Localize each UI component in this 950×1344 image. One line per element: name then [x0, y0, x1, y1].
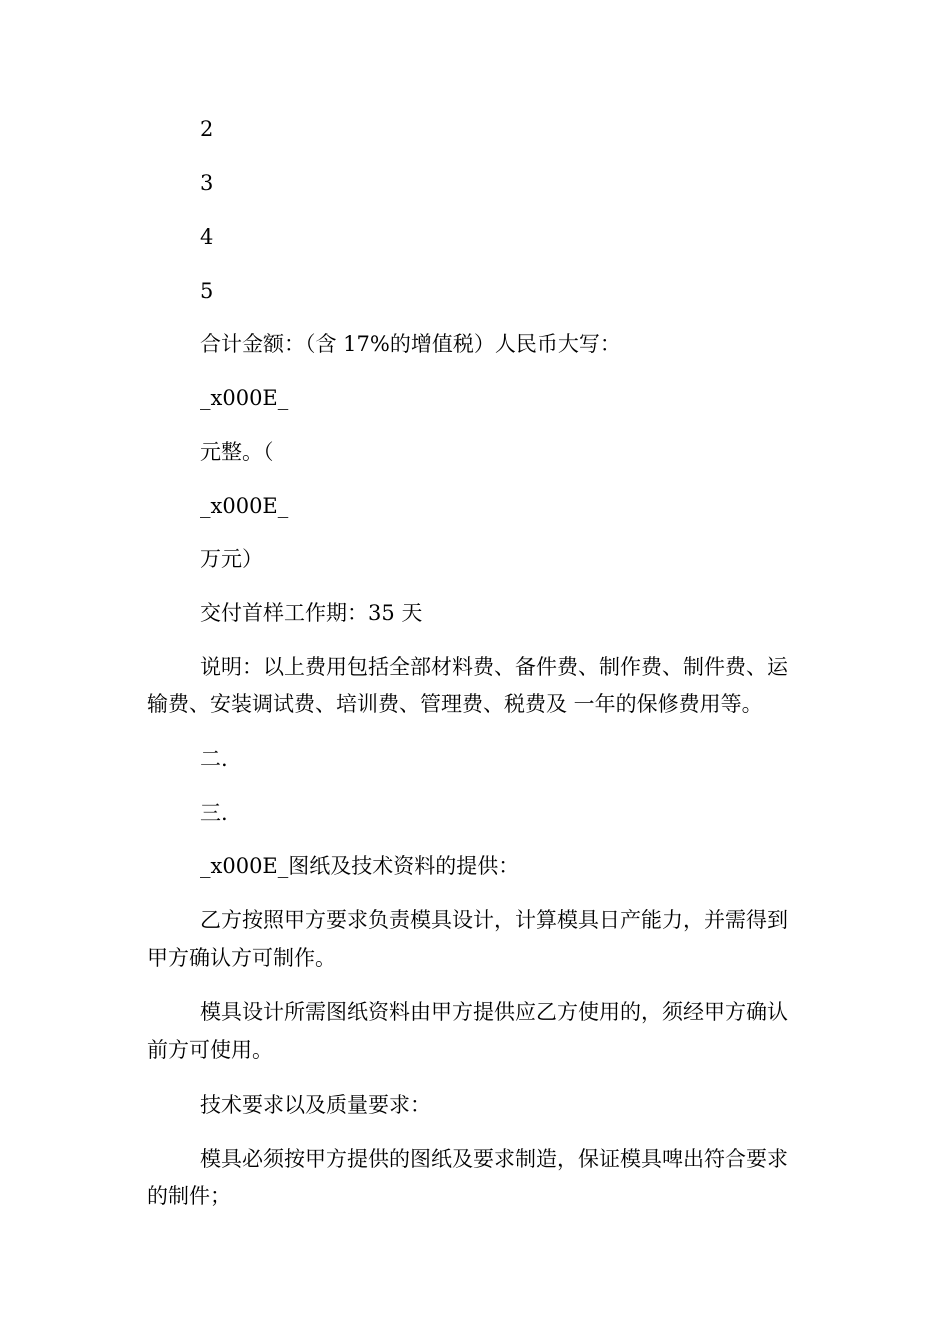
item-number-2: 2 [200, 117, 214, 141]
item-number-4: 4 [200, 225, 214, 249]
design-paragraph-line-1: 乙方按照甲方要求负责模具设计，计算模具日产能力，并需得到 [200, 908, 788, 932]
drawings-heading: _x000E_图纸及技术资料的提供： [200, 854, 520, 878]
total-amount-line: 合计金额：（含 17%的增值税）人民币大写： [200, 332, 621, 356]
section-heading-2: 二. [200, 747, 228, 771]
placeholder-text-2: _x000E_ [200, 494, 289, 518]
section-heading-3: 三. [200, 801, 228, 825]
delivery-period: 交付首样工作期：35 天 [200, 601, 423, 625]
mold-paragraph-line-2: 的制件； [147, 1184, 231, 1208]
materials-paragraph-line-1: 模具设计所需图纸资料由甲方提供应乙方使用的，须经甲方确认 [200, 1000, 788, 1024]
design-paragraph-line-2: 甲方确认方可制作。 [147, 946, 336, 970]
placeholder-text-1: _x000E_ [200, 386, 289, 410]
note-paragraph-line-1: 说明：以上费用包括全部材料费、备件费、制作费、制件费、运 [200, 655, 788, 679]
item-number-5: 5 [200, 279, 214, 303]
yuan-line: 元整。（ [200, 440, 274, 464]
tech-requirements-heading: 技术要求以及质量要求： [200, 1093, 431, 1117]
materials-paragraph-line-2: 前方可使用。 [147, 1038, 273, 1062]
wanyuan-line: 万元） [200, 547, 263, 571]
note-paragraph-line-2: 输费、安装调试费、培训费、管理费、税费及 一年的保修费用等。 [147, 692, 763, 716]
item-number-3: 3 [200, 171, 214, 195]
mold-paragraph-line-1: 模具必须按甲方提供的图纸及要求制造，保证模具啤出符合要求 [200, 1147, 788, 1171]
